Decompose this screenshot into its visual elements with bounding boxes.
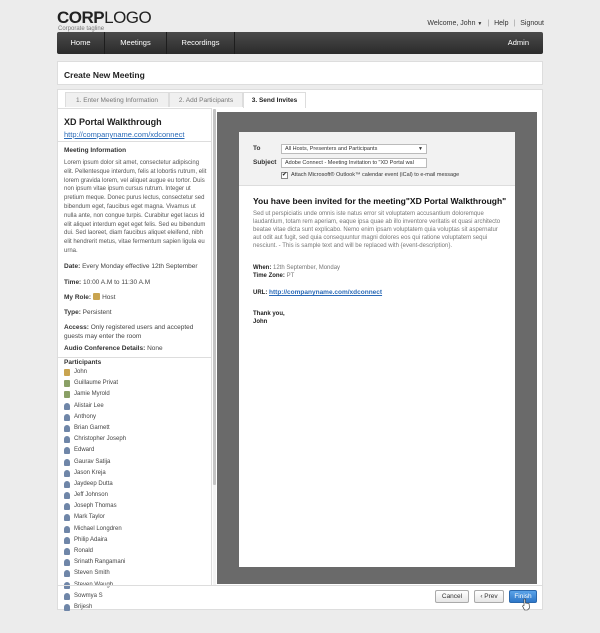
participant-item: Mark Taylor — [64, 512, 208, 523]
to-label: To — [253, 145, 261, 152]
user-icon — [64, 459, 70, 466]
email-header-fields — [239, 132, 515, 186]
participant-item: Brijesh — [64, 602, 208, 613]
user-icon — [64, 604, 70, 611]
user-icon — [64, 526, 70, 533]
audio-conference-details: Audio Conference Details: None — [64, 345, 163, 352]
user-icon — [64, 503, 70, 510]
separator: | — [513, 20, 516, 27]
user-icon — [64, 514, 70, 521]
wizard-panel — [57, 89, 543, 610]
user-icon — [64, 548, 70, 555]
participant-item: Joseph Thomas — [64, 501, 208, 512]
participant-item: Srinath Rangamani — [64, 557, 208, 568]
participant-item: Sowmya S — [64, 591, 208, 602]
participant-item: Michael Longdren — [64, 524, 208, 535]
user-icon — [64, 570, 70, 577]
participant-item: John — [64, 367, 208, 378]
participant-item: Christopher Joseph — [64, 434, 208, 445]
main-nav — [57, 32, 543, 54]
email-timezone: Time Zone: PT — [253, 273, 295, 279]
tagline: Corporate tagline — [58, 26, 105, 32]
user-icon — [64, 436, 70, 443]
participant-item: Guillaume Privat — [64, 378, 208, 389]
participant-item: Edward — [64, 445, 208, 456]
user-icon — [64, 481, 70, 488]
tab-send-invites[interactable]: 3. Send Invites — [243, 92, 306, 108]
user-icon — [64, 537, 70, 544]
finish-button[interactable]: Finish — [509, 590, 537, 603]
email-when: When: 12th September, Monday — [253, 265, 341, 271]
user-icon — [64, 492, 70, 499]
email-url-link[interactable]: http://companyname.com/xdconnect — [269, 289, 383, 296]
app-header — [57, 8, 544, 30]
participant-item: Brian Garnett — [64, 423, 208, 434]
separator: | — [487, 20, 490, 27]
email-preview — [239, 132, 515, 567]
divider — [58, 585, 542, 586]
participant-item: Jason Kreja — [64, 468, 208, 479]
meeting-access: Access: Only registered users and accepted guests may enter the room — [64, 324, 194, 340]
meeting-summary-panel — [58, 108, 212, 610]
nav-recordings[interactable]: Recordings — [167, 32, 235, 54]
hand-cursor-icon — [522, 599, 530, 610]
host-icon — [93, 293, 100, 300]
nav-meetings[interactable]: Meetings — [105, 32, 167, 54]
presenter-icon — [64, 380, 70, 387]
user-icon — [64, 470, 70, 477]
signout-link[interactable]: Signout — [520, 20, 544, 27]
corp-logo[interactable]: CORPLOGO — [57, 8, 152, 27]
meeting-info-heading: Meeting Information — [64, 147, 127, 154]
email-title: You have been invited for the meeting"XD Portal Walkthrough" — [253, 196, 507, 206]
to-recipients-select[interactable]: All Hosts, Presenters and Participants ▼ — [281, 144, 427, 154]
user-icon — [64, 559, 70, 566]
participant-item: Anthony — [64, 412, 208, 423]
host-icon — [64, 369, 70, 376]
meeting-url-link[interactable]: http://companyname.com/xdconnect — [64, 130, 185, 139]
prev-button[interactable]: ‹ Prev — [474, 590, 504, 603]
summary-scrollbar[interactable] — [213, 109, 216, 585]
participant-item: Jaydeep Dutta — [64, 479, 208, 490]
participant-item: Ronald — [64, 546, 208, 557]
participant-item: Steven Smith — [64, 568, 208, 579]
invite-preview-area — [217, 112, 537, 584]
meeting-type: Type: Persistent — [64, 309, 112, 316]
presenter-icon — [64, 391, 70, 398]
meeting-date: Date: Every Monday effective 12th September — [64, 263, 198, 270]
nav-home[interactable]: Home — [57, 32, 105, 54]
user-bar — [427, 20, 544, 27]
meeting-role: My Role: Host — [64, 294, 116, 301]
attach-ical-label: Attach Microsoft® Outlook™ calendar event (iCal) to e-mail message — [291, 172, 460, 178]
divider — [58, 141, 212, 142]
participants-heading: Participants — [64, 359, 102, 366]
nav-admin[interactable]: Admin — [507, 38, 529, 47]
scrollbar-thumb[interactable] — [213, 109, 216, 485]
page-title-bar — [57, 61, 543, 85]
meeting-description: Lorem ipsum dolor sit amet, consectetur adipiscing elit. Pellentesque interdum, felis at lobortis rutrum, elit lorem gravida lorem, vel aliquet augue eu tortor. Duis non ipsum vitae ipsum cursus rutrum. Integer ut pretium meque. Donec purus lectus, consectetur sed bibendum eget, faucibus eget magna. Vivamus ut nulla ante, non congue turpis. Curabitur eget lacus id elit aliquet interdum eget eget felis. Sed eu bibendum dui. Sed laoreet, diam faucibus aliquet eleifend, nibh elit hendrerit metus, vitae fermentum sapien ligula eu urna. — [64, 160, 207, 254]
user-icon — [64, 447, 70, 454]
page-title: Create New Meeting — [64, 70, 145, 80]
email-body: Sed ut perspiciatis unde omnis iste natus error sit voluptatem accusantium doloremque laudantium, totam rem aperiam, eaque ipsa quae ab illo inventore veritatis et quasi architecto beatae vitae dicta sunt explicabo. Nemo enim ipsam voluptatem quia voluptas sit aspernatur aut odit aut fugit, sed quia consequuntur magni dolores eos qui ratione voluptatem sequi nesciunt. - This is sample text and will be replaced with {event-description}. — [253, 211, 501, 249]
email-signoff: Thank you, — [253, 311, 285, 317]
subject-label: Subject — [253, 159, 277, 166]
participant-item: Philip Adaira — [64, 535, 208, 546]
user-icon — [64, 414, 70, 421]
email-url: URL: http://companyname.com/xdconnect — [253, 289, 383, 296]
tab-meeting-info[interactable]: 1. Enter Meeting Information — [65, 92, 169, 107]
meeting-title: XD Portal Walkthrough — [64, 117, 162, 127]
help-link[interactable]: Help — [494, 20, 509, 27]
attach-ical-checkbox[interactable]: ✔ — [282, 172, 288, 178]
participant-item: Jeff Johnson — [64, 490, 208, 501]
email-signature: John — [253, 319, 268, 325]
divider — [58, 357, 212, 358]
welcome-user-menu[interactable]: Welcome, John ▼ — [427, 20, 483, 27]
participant-item: Alistair Lee — [64, 401, 208, 412]
user-icon — [64, 425, 70, 432]
user-icon — [64, 593, 70, 600]
participant-item: Jamie Myrold — [64, 389, 208, 400]
participants-list — [64, 367, 208, 613]
chevron-down-icon: ▼ — [418, 146, 423, 152]
meeting-time: Time: 10:00 A.M to 11:30 A.M — [64, 279, 151, 286]
user-icon — [64, 403, 70, 410]
chevron-down-icon: ▼ — [477, 21, 483, 27]
subject-input[interactable]: Adobe Connect - Meeting Invitation to "XD Portal wal — [281, 158, 427, 168]
tab-add-participants[interactable]: 2. Add Participants — [169, 92, 243, 107]
participant-item: Gaurav Satija — [64, 457, 208, 468]
cancel-button[interactable]: Cancel — [435, 590, 469, 603]
